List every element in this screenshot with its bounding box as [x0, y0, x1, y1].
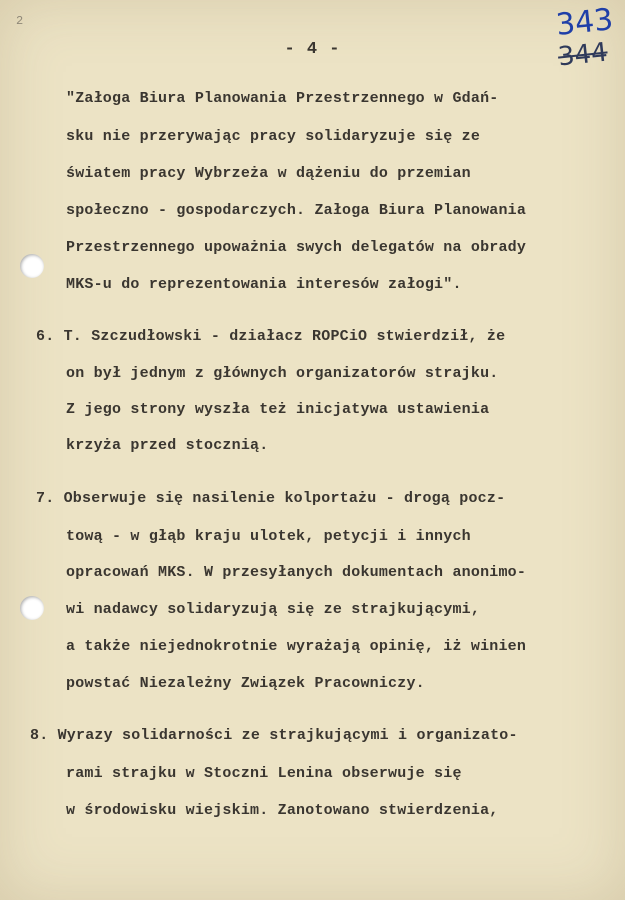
archive-number-crossed: 344: [556, 37, 610, 73]
text-line: krzyża przed stocznią.: [66, 437, 269, 454]
punch-hole: [20, 596, 44, 620]
text-line: 7. Obserwuje się nasilenie kolportażu - drogą pocz-: [36, 490, 506, 507]
page-number: - 4 -: [284, 40, 341, 59]
text-line: "Załoga Biura Planowania Przestrzennego w Gdań-: [66, 90, 499, 107]
text-line: MKS-u do reprezentowania interesów załogi".: [66, 276, 462, 293]
archive-number-current: 343: [554, 2, 615, 43]
text-line: Z jego strony wyszła też inicjatywa ustawienia: [66, 401, 490, 418]
text-line: a także niejednokrotnie wyrażają opinię, iż winien: [66, 638, 527, 655]
text-line: Przestrzennego upoważnia swych delegatów na obrady: [66, 239, 527, 256]
text-line: tową - w głąb kraju ulotek, petycji i innych: [66, 528, 471, 545]
punch-hole: [20, 254, 44, 278]
text-line: 6. T. Szczudłowski - działacz ROPCiO stwierdził, że: [36, 328, 506, 345]
text-line: w środowisku wiejskim. Zanotowano stwierdzenia,: [66, 802, 499, 819]
text-line: powstać Niezależny Związek Pracowniczy.: [66, 675, 425, 692]
text-line: światem pracy Wybrzeża w dążeniu do przemian: [66, 165, 471, 182]
text-line: rami strajku w Stoczni Lenina obserwuje się: [66, 765, 462, 782]
text-line: wi nadawcy solidaryzują się ze strajkującymi,: [66, 601, 481, 618]
text-line: 8. Wyrazy solidarności ze strajkującymi i organizato-: [30, 727, 518, 744]
text-line: opracowań MKS. W przesyłanych dokumentach anonimo-: [66, 564, 527, 581]
text-line: on był jednym z głównych organizatorów strajku.: [66, 365, 499, 382]
corner-mark: 2: [16, 14, 24, 28]
text-line: sku nie przerywając pracy solidaryzuje się ze: [66, 128, 481, 145]
text-line: społeczno - gospodarczych. Załoga Biura Planowania: [66, 202, 527, 219]
